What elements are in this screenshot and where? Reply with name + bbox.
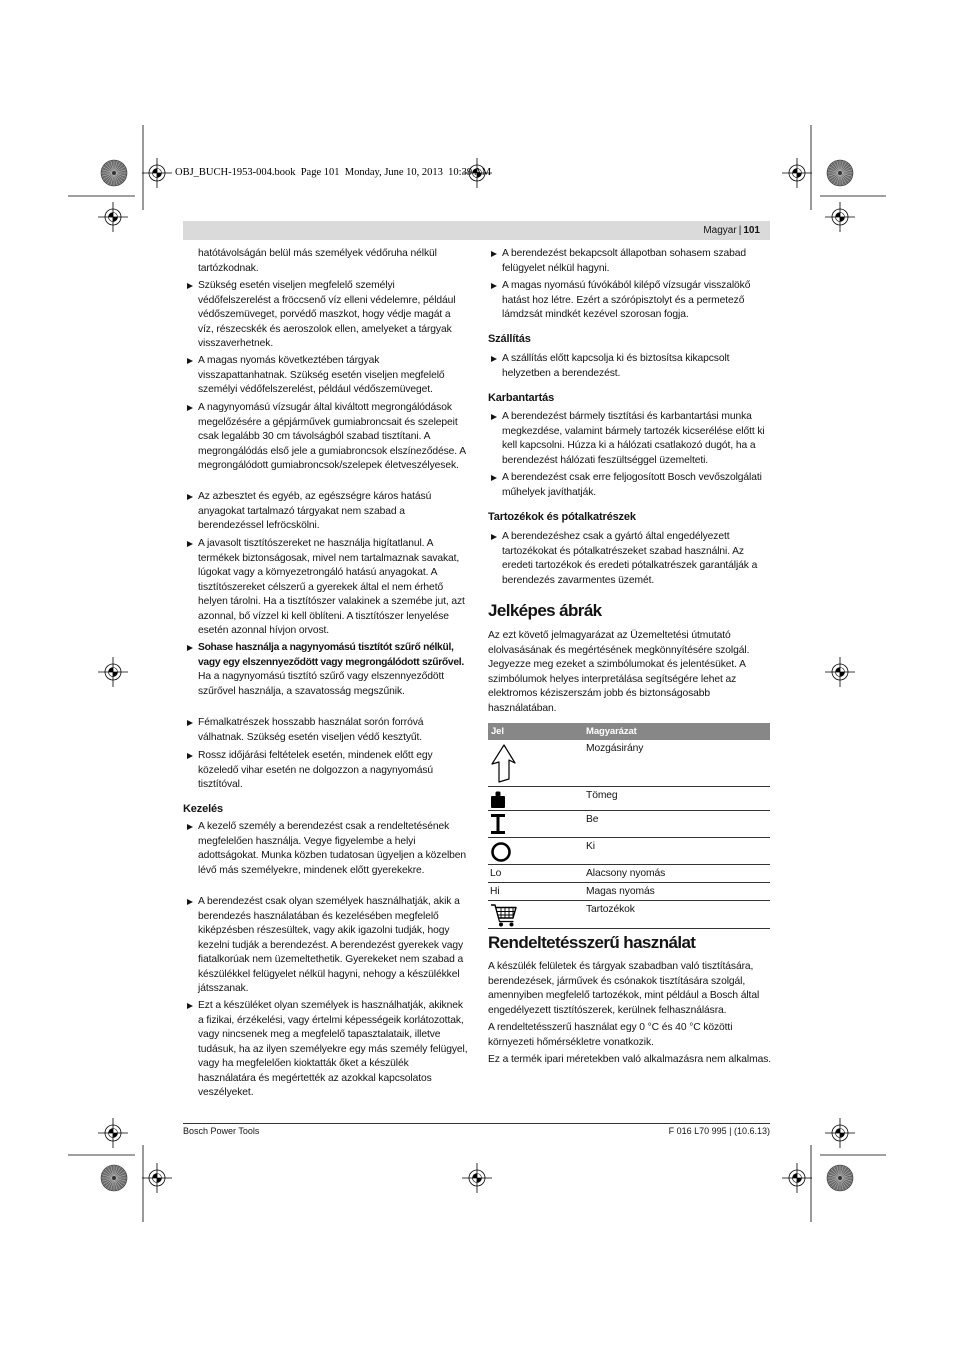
list-item-text: A magas nyomás következtében tárgyak visszapattanhatnak. Szükség esetén viseljen megfelelő személyi védőfelszerelést, például védőszemüveget. (198, 355, 445, 395)
registration-crosshair (142, 1163, 172, 1193)
header-language: Magyar (703, 225, 737, 236)
table-row (488, 865, 770, 883)
registration-crosshair (825, 657, 855, 687)
registration-rosette (827, 1165, 853, 1191)
table-cell-meaning: Magas nyomás (586, 886, 655, 897)
bullet-icon (187, 899, 193, 905)
registration-crosshair (142, 158, 172, 188)
list-item-text: A berendezést csak erre feljogosított Bosch vevőszolgálati műhelyek javíthatják. (502, 472, 762, 498)
list-item-warning-text: Sohase használja a nagynyomású tisztítót szűrő nélkül, vagy egy elszennyeződött vagy megrongálódott szűrővel. (198, 642, 464, 668)
table-cell-meaning: Tömeg (586, 790, 618, 801)
list-item-text: Fémalkatrészek hosszabb használat sorón forróvá válhatnak. Szükség esetén viseljen védő kesztyűt. (198, 717, 424, 743)
bullet-icon (187, 720, 193, 726)
list-item (502, 247, 772, 276)
header-separator: | (738, 225, 742, 236)
list-item-text: A berendezést bekapcsolt állapotban sohasem szabad felügyelet nélkül hagyni. (502, 248, 747, 274)
section-heading-kezeles: Kezelés (183, 803, 223, 815)
registration-rosette (827, 160, 853, 186)
bullet-icon (187, 283, 193, 289)
table-cell-meaning: Alacsony nyomás (586, 868, 666, 879)
footer-document-code: F 016 L70 995 | (10.6.13) (668, 1126, 770, 1136)
bullet-icon (491, 414, 497, 420)
power-off-icon (490, 841, 512, 863)
table-row (488, 901, 770, 929)
table-cell-symbol: Hi (490, 886, 500, 897)
section-heading-karbantartas: Karbantartás (488, 392, 555, 404)
list-item-text: Ezt a készüléket olyan személyek is használhatják, akiknek a fizikai, érzékelési, vagy értelmi képességeik korlátozottak, vagy nincsenek meg a megfelelő tapasztalataik, illetve tudásuk, ha az ilyen személyekre egy más személy felügyel, vagy ha megfelelően kioktatták őket a készülék használatára és megértették az azokkal kapcsolatos veszélyeket. (198, 1000, 468, 1098)
list-item (198, 716, 468, 745)
list-item (198, 401, 468, 474)
page-header-bar (183, 221, 770, 240)
safety-continuation-text: hatótávolságán belül más személyek védőruha nélkül tartózkodnak. (198, 248, 437, 274)
list-item (502, 352, 772, 381)
registration-rosette (101, 160, 127, 186)
bullet-icon (187, 1003, 193, 1009)
symbols-table (488, 723, 770, 929)
table-row (488, 883, 770, 901)
table-header-meaning: Magyarázat (586, 726, 637, 737)
bullet-icon (187, 753, 193, 759)
list-item-text: A berendezéshez csak a gyártó által engedélyezett tartozékokat és pótalkatrészeket szabad használni. Az eredeti tartozékok és eredeti pótalkatrészek garantálják a berendezés zavarmentes üzemét. (502, 531, 758, 586)
table-header-row (488, 723, 770, 740)
table-cell-symbol: Lo (490, 868, 502, 879)
list-item-text: A javasolt tisztítószereket ne használja higítatlanul. A termékek biztonságosak, mivel nem tartalmaznak savakat, lúgokat vagy a környezetrongáló hatású anyagokat. A tisztítószereket célszerű a gyerekek által el nem érhető helyen tárolni. Ha a tisztítószer valakinek a szemébe jut, azt azonnal, bő vízzel ki kell öblíteni. A tisztítószer lenyelése esetén azonnal hívjon orvost. (198, 538, 465, 636)
table-cell-meaning: Be (586, 814, 599, 825)
list-item (502, 279, 772, 323)
list-item (198, 999, 468, 1101)
bullet-icon (187, 541, 193, 547)
registration-rosette (101, 1165, 127, 1191)
section-heading-tartozekok: Tartozékok és pótalkatrészek (488, 511, 636, 523)
page-number: 101 (743, 225, 760, 236)
list-item-text: Rossz időjárási feltételek esetén, mindenek előtt egy közeledő vihar esetén ne dolgozzon a nagynyomású tisztítóval. (198, 750, 434, 790)
list-item (198, 490, 468, 534)
table-row (488, 811, 770, 838)
registration-crosshair (825, 202, 855, 232)
weight-icon (490, 790, 506, 809)
table-row (488, 740, 770, 787)
table-cell-meaning: Ki (586, 841, 595, 852)
section-title-intended-use: Rendeltetésszerű használat (488, 933, 696, 952)
bullet-icon (187, 358, 193, 364)
registration-crosshair (782, 158, 812, 188)
list-item-text: A kezelő személy a berendezést csak a rendeltetésének megfelelően használja. Vegye figyelembe a helyi adottságokat. Munka közben tudatosan ügyeljen a közelben lévő más személyekre, mindenek előtt gyerekekre. (198, 821, 467, 876)
registration-crosshair (825, 1118, 855, 1148)
registration-crosshair (462, 1163, 492, 1193)
print-slug: OBJ_BUCH-1953-004.book Page 101 Monday, June 10, 2013 10:39 AM (175, 167, 492, 178)
list-item-text: Az azbesztet és egyéb, az egészségre káros hatású anyagokat tartalmazó tárgyakat nem szabad a berendezéssel lefröcskölni. (198, 491, 432, 531)
list-item-text: Ha a nagynyomású tisztító szűrő vagy elszennyeződött szűrővel használja, a szavatosság megszűnik. (198, 671, 445, 697)
list-item-text: A berendezést bármely tisztítási és karbantartási munka megkezdése, valamint bármely tartozék kicserélése előtt ki kell kapcsolni. Húzza ki a hálózati csatlakozó dugót, ha a berendezést hálózati feszültséggel üzemelteti. (502, 411, 765, 466)
power-on-icon (490, 813, 506, 835)
list-item-text: A berendezést csak olyan személyek használhatják, akik a berendezés használatában és kezelésében megfelelő kiképzésben részesültek, vagy akik igazolni tudják, hogy kezelni tudják a berendezést. A berendezést gyerekek vagy fiatalkorúak nem üzemeltethetik. Gyerekeket nem szabad a készülékkel felügyelet nélkül hagyni, nehogy a készülékkel játsszanak. (198, 896, 464, 994)
registration-crosshair (782, 1163, 812, 1193)
registration-crosshair (98, 202, 128, 232)
footer-rule (183, 1123, 770, 1124)
bullet-icon (187, 405, 193, 411)
registration-crosshair (98, 1118, 128, 1148)
list-item-text: A szállítás előtt kapcsolja ki és biztosítsa kikapcsolt helyzetben a berendezést. (502, 353, 730, 379)
symbols-intro-text: Az ezt követő jelmagyarázat az Üzemeltetési útmutató elolvasásának és megértésének megkönnyítésére szolgál. Jegyezze meg ezeket a szimbólumokat és jelentésüket. A szimbólumok helyes interpretálása segítségére lehet az elektromos kéziszerszám jobb és biztonságosabb használatában. (488, 630, 750, 714)
list-item (502, 471, 772, 500)
direction-arrow-icon (490, 744, 516, 784)
list-item (198, 749, 468, 793)
list-item (502, 530, 772, 588)
table-row (488, 787, 770, 811)
paragraph: Ez a termék ipari méretekben való alkalmazásra nem alkalmas. (488, 1054, 772, 1065)
list-item (198, 895, 468, 997)
list-item (198, 537, 468, 639)
list-item (198, 279, 468, 352)
bullet-icon (491, 283, 497, 289)
section-heading-szallitas: Szállítás (488, 333, 531, 345)
table-header-symbol: Jel (491, 726, 504, 737)
accessories-cart-icon (490, 903, 518, 928)
table-row (488, 838, 770, 865)
list-item (198, 820, 468, 878)
footer-brand: Bosch Power Tools (183, 1126, 260, 1136)
bullet-icon (187, 824, 193, 830)
list-item-text: A nagynyomású vízsugár által kiváltott megrongálódások megelőzésére a gépjárművek gumiabroncsait és szelepeit csak legalább 30 cm távolságból szabad tisztítani. A megrongálódás első jele a gumiabroncsok elszíneződése. A megrongálódott gumiabroncsok/szelepek életveszélyesek. (198, 402, 466, 471)
bullet-icon (187, 645, 193, 651)
bullet-icon (491, 475, 497, 481)
paragraph: A rendeltetésszerű használat egy 0 °C és 40 °C közötti környezeti hőmérsékletre vonatkozik. (488, 1022, 733, 1048)
registration-crosshair (98, 657, 128, 687)
list-item (502, 410, 772, 468)
table-cell-meaning: Mozgásirány (586, 743, 644, 754)
list-item (198, 641, 468, 699)
paragraph: A készülék felületek és tárgyak szabadban való tisztítására, berendezések, járművek és csónakok tisztítására szolgál, amennyiben megfelelő tartozékok, mint például a Bosch által engedélyezett tisztítószerek, kerülnek felhasználásra. (488, 961, 760, 1016)
list-item-text: A magas nyomású fúvókából kilépő vízsugár visszalökő hatást hoz létre. Ezért a szórópisztolyt és a permetező lámdzsát mindkét kezével szorosan fogja. (502, 280, 751, 320)
list-item (198, 354, 468, 398)
table-cell-meaning: Tartozékok (586, 904, 635, 915)
bullet-icon (491, 534, 497, 540)
bullet-icon (491, 251, 497, 257)
bullet-icon (187, 494, 193, 500)
bullet-icon (491, 356, 497, 362)
section-title-symbols: Jelképes ábrák (488, 601, 602, 620)
list-item-text: Szükség esetén viseljen megfelelő személyi védőfelszerelést a fröccsenő víz elleni védelemre, például védőszemüveget, porvédő maszkot, hogy védje magát a víz, részecskék és aeroszolok ellen, amelyeket a tárgyak visszaverhetnek. (198, 280, 456, 349)
